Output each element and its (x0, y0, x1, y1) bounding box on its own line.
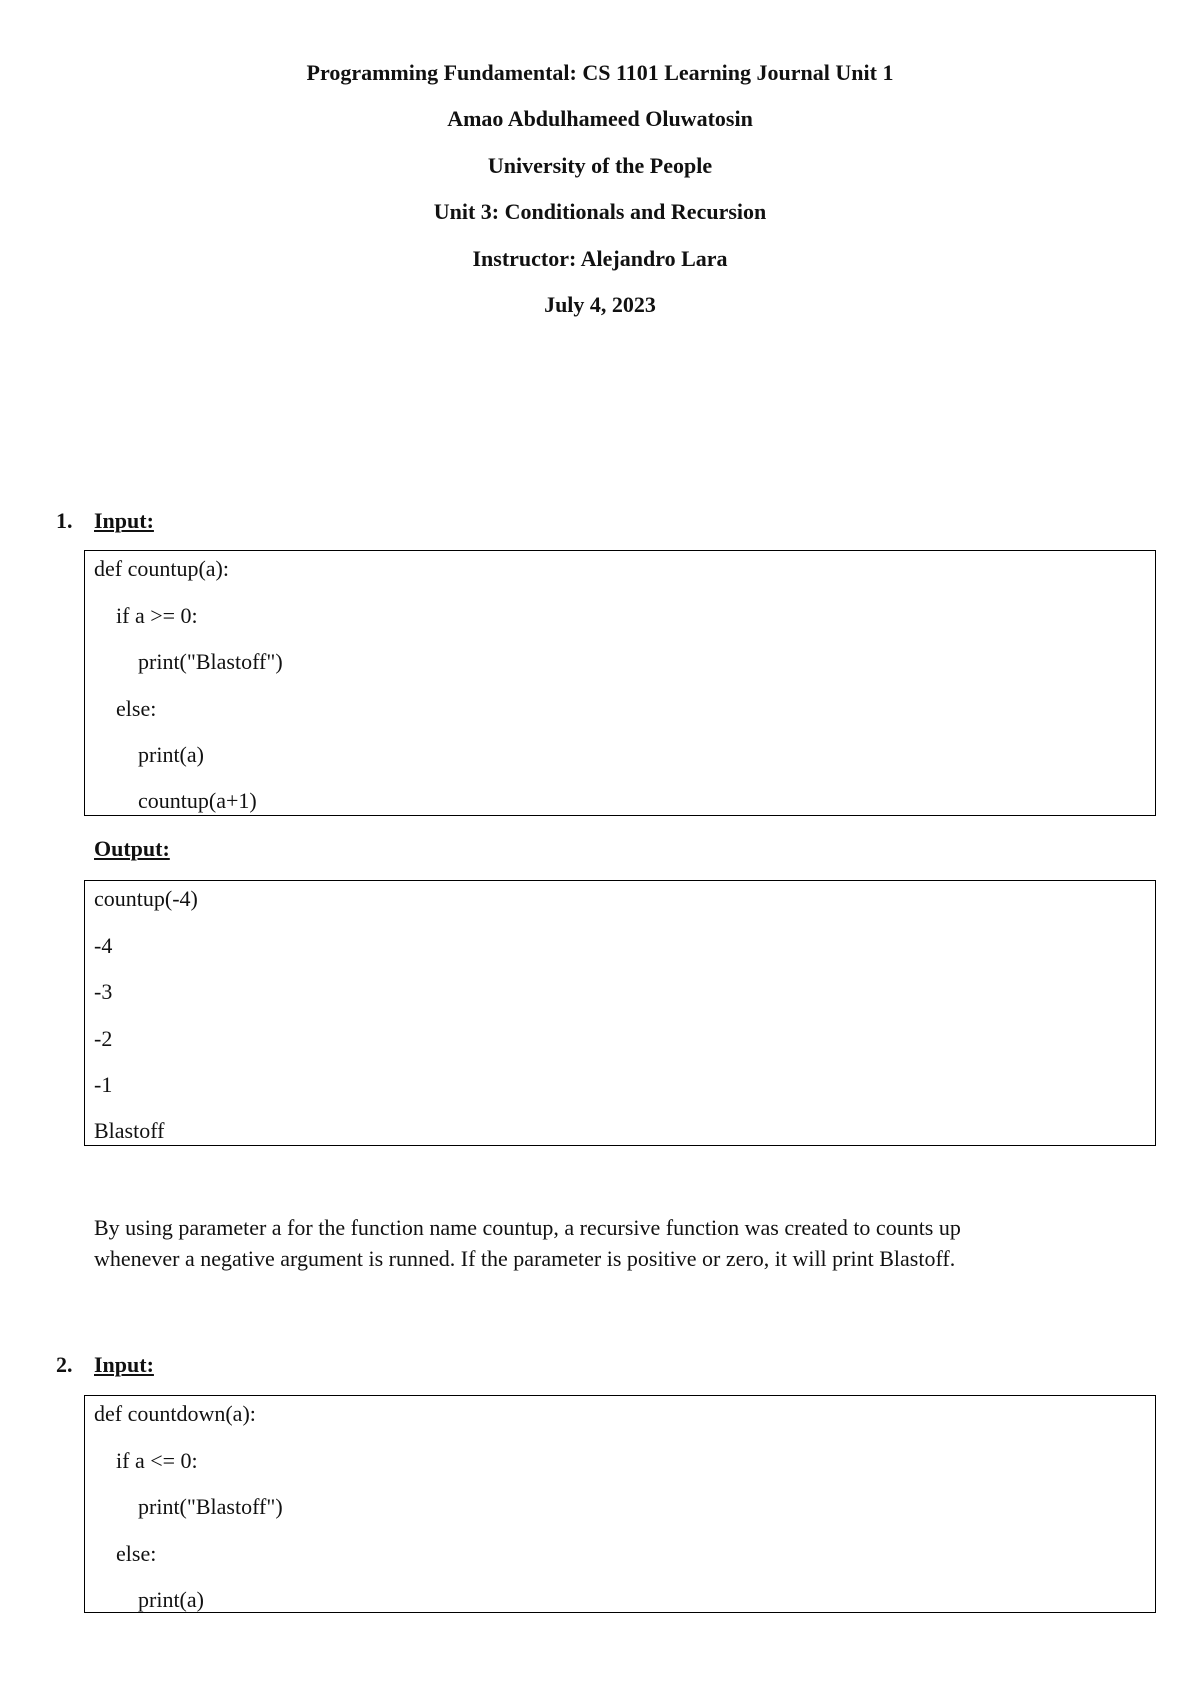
code-line: else: (94, 1541, 157, 1566)
section-2-heading (0, 1352, 1200, 1378)
output-line: Blastoff (94, 1118, 165, 1143)
code-line: if a >= 0: (94, 603, 198, 628)
code-line: print("Blastoff") (94, 1494, 283, 1519)
section-1-explanation (94, 1212, 1094, 1274)
section-2-input-label: Input: (94, 1352, 154, 1377)
author-name: Amao Abdulhameed Oluwatosin (447, 106, 753, 131)
output-line: countup(-4) (94, 886, 198, 911)
document-title: Programming Fundamental: CS 1101 Learning Journal Unit 1 (306, 60, 894, 85)
university-name: University of the People (487, 153, 713, 178)
section-1-input-code-box (84, 550, 1156, 816)
output-line: -3 (94, 979, 113, 1004)
code-line: print("Blastoff") (94, 649, 283, 674)
code-line: countup(a+1) (94, 788, 257, 813)
section-1-output-box (84, 880, 1156, 1146)
section-2-number: 2. (56, 1352, 73, 1377)
output-line: -2 (94, 1026, 113, 1051)
explanation-line: whenever a negative argument is runned. If the parameter is positive or zero, it will print Blastoff. (94, 1246, 956, 1271)
document-date: July 4, 2023 (544, 292, 656, 317)
output-line: -1 (94, 1072, 113, 1097)
section-1-input-label: Input: (94, 508, 154, 533)
code-line: if a <= 0: (94, 1448, 198, 1473)
code-line: def countdown(a): (94, 1401, 256, 1426)
section-1-heading (0, 508, 1200, 534)
unit-title: Unit 3: Conditionals and Recursion (433, 199, 767, 224)
explanation-line: By using parameter a for the function name countup, a recursive function was created to counts up (94, 1215, 961, 1240)
section-1-number: 1. (56, 508, 73, 533)
instructor-name: Instructor: Alejandro Lara (472, 246, 728, 271)
code-line: print(a) (94, 742, 204, 767)
code-line: else: (94, 696, 157, 721)
section-2-input-code-box (84, 1395, 1156, 1613)
section-1-output-label: Output: (94, 836, 170, 861)
code-line: print(a) (94, 1587, 204, 1612)
output-line: -4 (94, 933, 113, 958)
code-line: def countup(a): (94, 556, 229, 581)
